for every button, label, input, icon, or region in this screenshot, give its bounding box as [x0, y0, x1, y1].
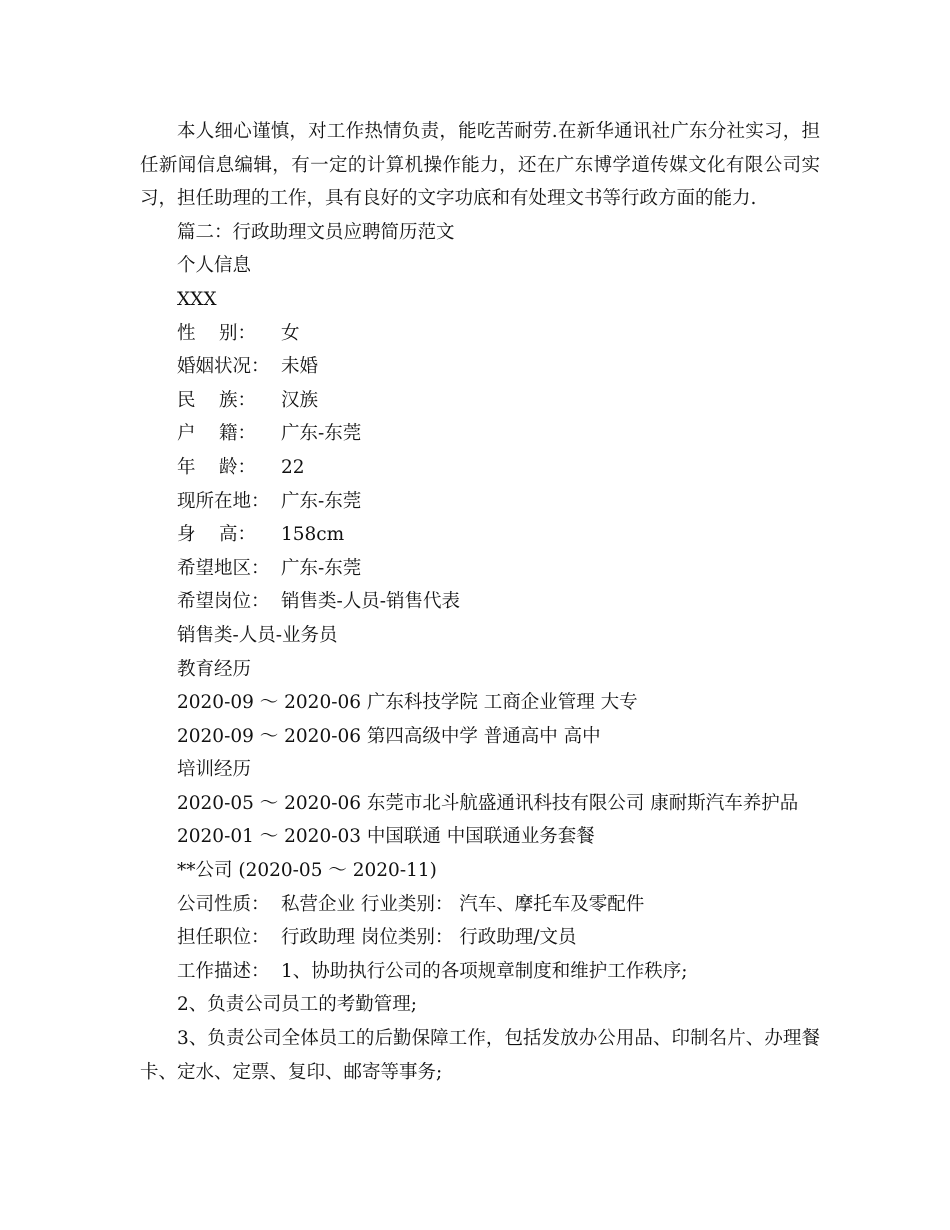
field-label: 现所在地：: [177, 490, 270, 512]
field-label: 户 籍：: [177, 423, 257, 445]
field-label: 年 龄：: [177, 456, 257, 478]
field-value: 广东-东莞: [281, 423, 362, 445]
field-label: 公司性质：: [177, 893, 270, 915]
work-nature: [140, 888, 820, 922]
field-current-location: [140, 485, 820, 519]
field-value: 广东-东莞: [281, 557, 362, 579]
education-heading: 教育经历: [177, 658, 252, 680]
extra-position: 销售类-人员-业务员: [177, 624, 338, 646]
field-household-registration: [140, 417, 820, 451]
field-label: 希望地区：: [177, 557, 270, 579]
training-item: 2020-05 ～ 2020-06 东莞市北斗航盛通讯科技有限公司 康耐斯汽车养护品: [177, 792, 799, 814]
work-duty-item: 2、负责公司员工的考勤管理;: [177, 994, 418, 1016]
field-desired-region: [140, 552, 820, 586]
training-heading: 培训经历: [177, 759, 252, 781]
field-label: 婚姻状况：: [177, 356, 270, 378]
field-value: 158cm: [281, 524, 345, 546]
intro-paragraph: 本人细心谨慎，对工作热情负责，能吃苦耐劳.在新华通讯社广东分社实习，担任新闻信息编辑，有一定的计算机操作能力，还在广东博学道传媒文化有限公司实习，担任助理的工作，具有良好的文字功底和有处理文书等行政方面的能力.: [140, 121, 820, 210]
field-gender: [140, 317, 820, 351]
work-description: [140, 955, 820, 989]
field-value: 女: [281, 322, 300, 344]
field-value: 广东-东莞: [281, 490, 362, 512]
section-heading: 篇二：行政助理文员应聘简历范文: [177, 221, 455, 243]
work-duty-item: 3、负责公司全体员工的后勤保障工作，包括发放办公用品、印制名片、办理餐卡、定水、定票、复印、邮寄等事务;: [140, 1028, 820, 1083]
field-value: 未婚: [281, 356, 319, 378]
field-label: 性 别：: [177, 322, 257, 344]
field-marital-status: [140, 350, 820, 384]
work-company: **公司 (2020-05 ～ 2020-11): [177, 860, 437, 882]
field-label: 担任职位：: [177, 927, 270, 949]
field-label: 工作描述：: [177, 960, 270, 982]
training-item: 2020-01 ～ 2020-03 中国联通 中国联通业务套餐: [177, 826, 595, 848]
field-value: 行政助理 岗位类别： 行政助理/文员: [281, 927, 577, 949]
field-height: [140, 518, 820, 552]
field-value: 私营企业 行业类别： 汽车、摩托车及零配件: [281, 893, 645, 915]
field-value: 销售类-人员-销售代表: [281, 591, 461, 613]
name-line: XXX: [177, 288, 217, 310]
education-item: 2020-09 ～ 2020-06 第四高级中学 普通高中 高中: [177, 725, 601, 747]
field-label: 希望岗位：: [177, 591, 270, 613]
field-value: 1、协助执行公司的各项规章制度和维护工作秩序;: [281, 960, 688, 982]
field-age: [140, 451, 820, 485]
education-item: 2020-09 ～ 2020-06 广东科技学院 工商企业管理 大专: [177, 692, 638, 714]
field-label: 民 族：: [177, 389, 257, 411]
field-value: 22: [281, 456, 305, 478]
field-desired-position: [140, 585, 820, 619]
field-label: 身 高：: [177, 524, 257, 546]
personal-info-heading: 个人信息: [177, 255, 252, 277]
field-ethnicity: [140, 384, 820, 418]
document-body: [140, 115, 820, 1089]
field-value: 汉族: [281, 389, 319, 411]
work-position: [140, 921, 820, 955]
